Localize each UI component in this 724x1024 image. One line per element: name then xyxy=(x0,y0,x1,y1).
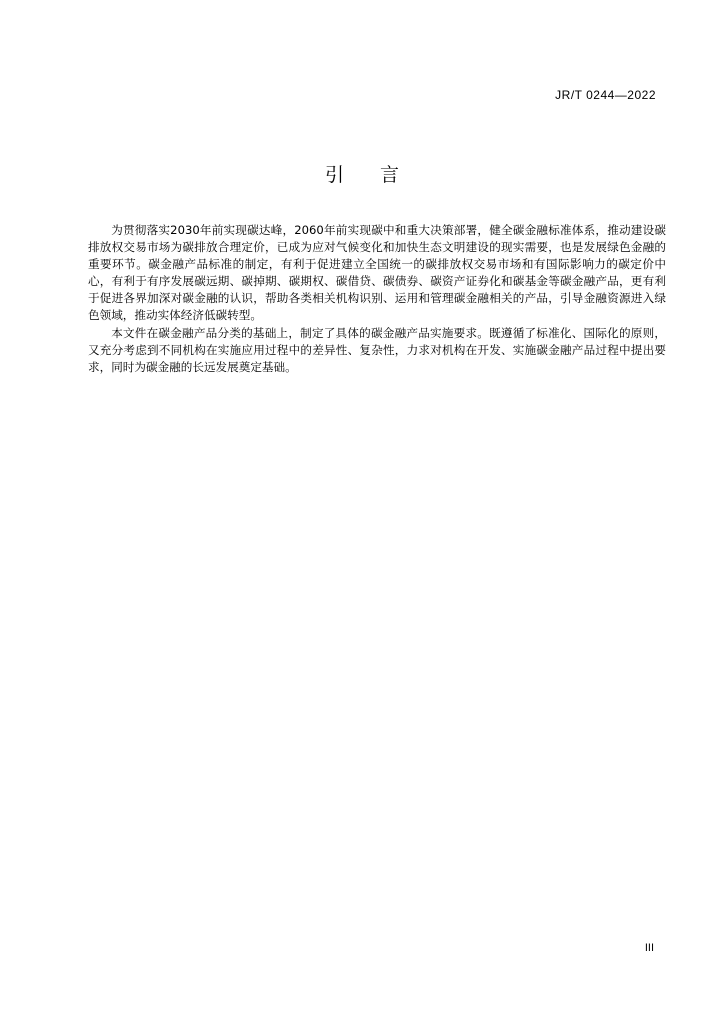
body-text xyxy=(88,222,666,376)
document-code: JR/T 0244—2022 xyxy=(555,88,656,102)
paragraph: 为贯彻落实2030年前实现碳达峰，2060年前实现碳中和重大决策部署，健全碳金融标准体系，推动建设碳排放权交易市场为碳排放合理定价，已成为应对气候变化和加快生态文明建设的现实需要，也是发展绿色金融的重要环节。碳金融产品标准的制定，有利于促进建立全国统一的碳排放权交易市场和有国际影响力的碳定价中心，有利于有序发展碳远期、碳掉期、碳期权、碳借贷、碳债券、碳资产证券化和碳基金等碳金融产品，更有利于促进各界加深对碳金融的认识，帮助各类相关机构识别、运用和管理碳金融相关的产品，引导金融资源进入绿色领域，推动实体经济低碳转型。 xyxy=(88,223,666,323)
page-title: 引言 xyxy=(324,164,435,186)
page-number: III xyxy=(644,942,654,954)
paragraph: 本文件在碳金融产品分类的基础上，制定了具体的碳金融产品实施要求。既遵循了标准化、国际化的原则，又充分考虑到不同机构在实施应用过程中的差异性、复杂性，力求对机构在开发、实施碳金融产品过程中提出要求，同时为碳金融的长远发展奠定基础。 xyxy=(88,325,666,374)
